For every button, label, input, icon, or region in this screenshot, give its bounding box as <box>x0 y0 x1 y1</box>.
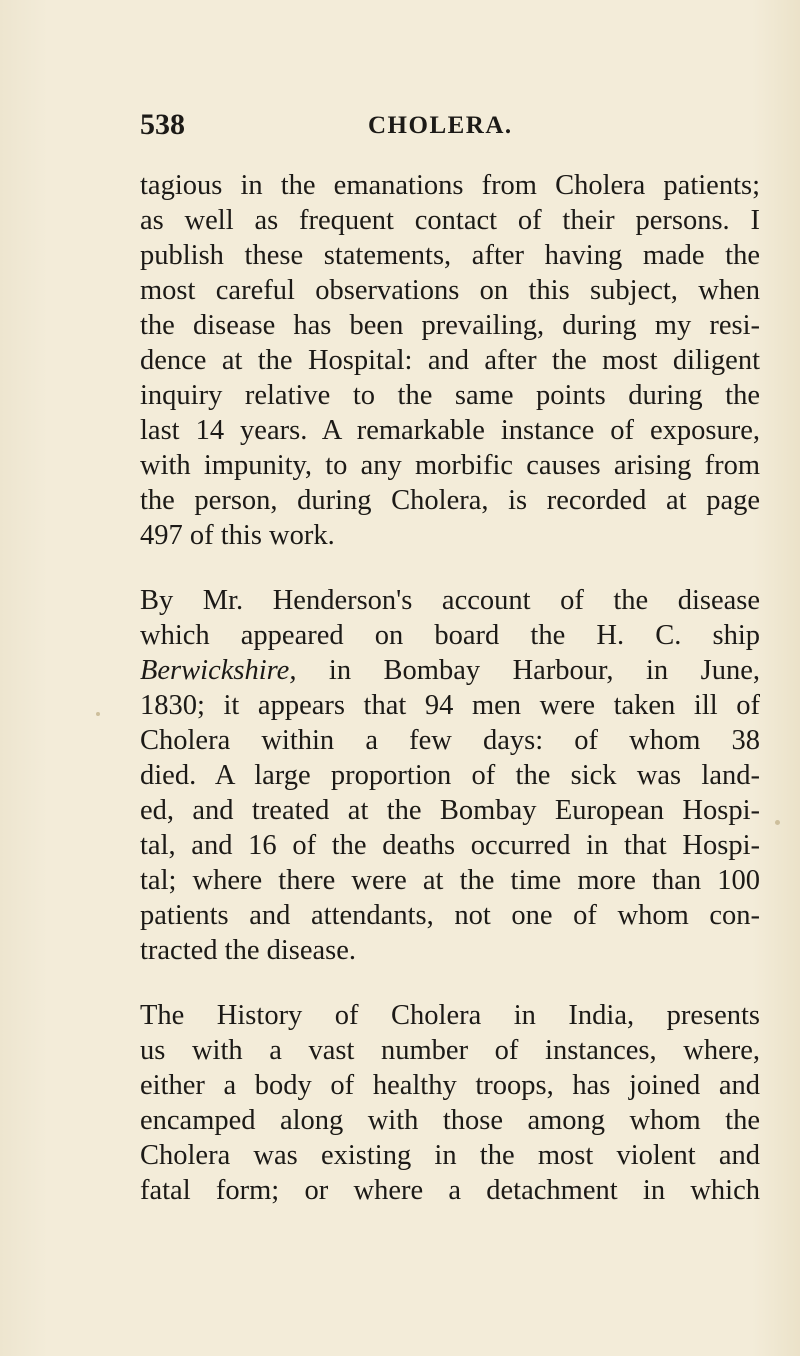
paragraph-3 <box>140 998 760 1208</box>
text-line: The History of Cholera in India, presents <box>140 1000 760 1031</box>
text-line: died. A large proportion of the sick was land- <box>140 760 760 791</box>
paragraph-2 <box>140 583 760 968</box>
text-line: which appeared on board the H. C. ship <box>140 620 760 651</box>
body-text <box>140 168 760 1208</box>
text-line: 1830; it appears that 94 men were taken ill of <box>140 690 760 721</box>
text-line: dence at the Hospital: and after the most diligent <box>140 345 760 376</box>
text-line: ed, and treated at the Bombay European Hospi- <box>140 795 760 826</box>
text-line: publish these statements, after having made the <box>140 240 760 271</box>
text-line: tagious in the emanations from Cholera patients; <box>140 170 760 201</box>
text-line: either a body of healthy troops, has joined and <box>140 1070 760 1101</box>
text-line: the person, during Cholera, is recorded at page <box>140 485 760 516</box>
paper-speck <box>775 820 780 825</box>
text-line: patients and attendants, not one of whom con- <box>140 900 760 931</box>
page-number: 538 <box>140 108 185 141</box>
text-line: us with a vast number of instances, where, <box>140 1035 760 1066</box>
text-line: By Mr. Henderson's account of the disease <box>140 585 760 616</box>
text-line: inquiry relative to the same points during the <box>140 380 760 411</box>
text-line: fatal form; or where a detachment in which <box>140 1175 760 1206</box>
text-line: most careful observations on this subject, when <box>140 275 760 306</box>
text-line: Cholera within a few days: of whom 38 <box>140 725 760 756</box>
text-line: 497 of this work. <box>140 520 335 551</box>
text-line: Berwickshire, in Bombay Harbour, in June, <box>140 655 760 686</box>
text-line: encamped along with those among whom the <box>140 1105 760 1136</box>
text-line: Cholera was existing in the most violent and <box>140 1140 760 1171</box>
page-header <box>140 108 760 148</box>
paragraph-1 <box>140 168 760 553</box>
text-line: tracted the disease. <box>140 935 357 966</box>
text-line: tal; where there were at the time more than 100 <box>140 865 760 896</box>
text-line: as well as frequent contact of their persons. I <box>140 205 760 236</box>
running-head: CHOLERA. <box>368 112 513 139</box>
paper-speck <box>96 712 100 716</box>
text-line: last 14 years. A remarkable instance of exposure, <box>140 415 760 446</box>
text-line: with impunity, to any morbific causes arising from <box>140 450 760 481</box>
text-line: the disease has been prevailing, during my resi- <box>140 310 760 341</box>
text-line: tal, and 16 of the deaths occurred in that Hospi- <box>140 830 760 861</box>
